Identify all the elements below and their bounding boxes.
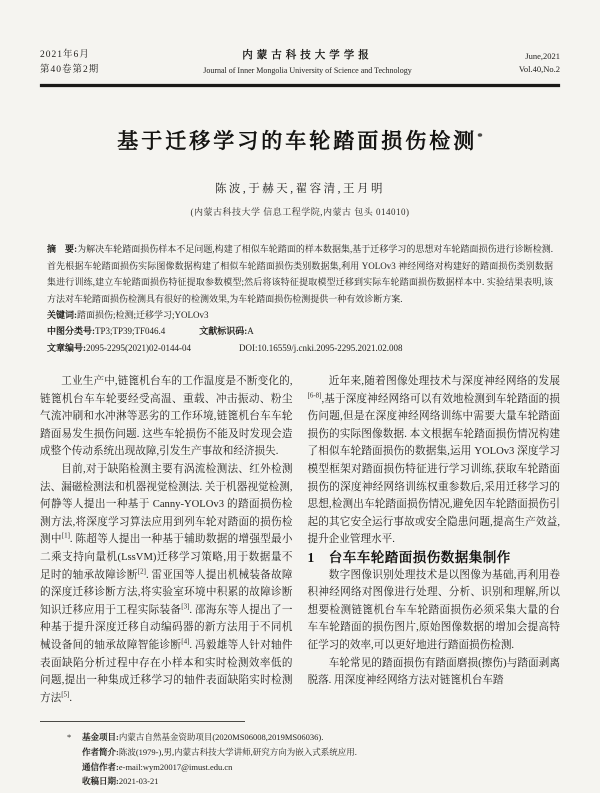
citation-superscript: [4] <box>181 637 190 646</box>
footnote-bio <box>40 745 560 760</box>
citation-superscript: [6-8] <box>307 391 322 400</box>
body-paragraph <box>40 373 293 461</box>
text-run: . 雷亚国等人提出机械装备故障的深度迁移诊断方法,将实验室环境中积累的故障诊断知识迁移应用于工程实际装备 <box>40 569 293 616</box>
issue-date-en: June,2021 <box>525 50 560 61</box>
doc-code: A <box>247 326 254 337</box>
bio-label: 作者简介: <box>82 746 119 757</box>
article-number: 2095-2295(2021)02-0144-04 <box>86 342 191 353</box>
section-1-heading <box>308 549 561 567</box>
text-run: 工业生产中,链篦机台车的工作温度是不断变化的,链篦机台车车轮要经受高温、重载、冲击振动、粉尘气流冲刷和水冲淋等恶劣的工作环境,链篦机台车车轮踏面易发生损伤问题. 这些车轮损伤不能及时发现会造成整个传动系统出现故障,引发生产事故和经济损失. <box>40 376 293 458</box>
abstract-block <box>40 241 560 356</box>
abstract-label: 摘 要: <box>47 244 78 255</box>
footnote-separator <box>40 721 245 722</box>
footnote-block <box>40 730 560 788</box>
journal-title-cn: 内蒙古科技大学学报 <box>242 50 373 62</box>
body-columns <box>40 373 560 707</box>
citation-superscript: [3] <box>181 602 190 611</box>
clc-number: TP3;TP39;TF046.4 <box>95 326 166 337</box>
text-run: . <box>69 692 73 704</box>
text-run: . 冯毅雄等人针对轴件表面缺陷分析过程中存在小样本和实时检测效率低的问题,提出一种集成迁移学习的轴件表面缺陷实时检测方法 <box>40 639 293 704</box>
clc-label: 中图分类号: <box>47 326 95 337</box>
affiliation-line: (内蒙古科技大学 信息工程学院,内蒙古 包头 014010) <box>190 207 410 218</box>
citation-superscript: [5] <box>61 690 70 699</box>
header-left <box>40 48 150 77</box>
authors-line: 陈波,于赫天,翟容清,王月明 <box>214 183 386 196</box>
body-paragraph <box>40 461 293 707</box>
abstract-text: 为解决车轮踏面损伤样本不足问题,构建了相似车轮踏面的样本数据集,基于迁移学习的思想对车轮踏面损伤进行诊断检测. 首先根据车轮踏面损伤实际图像数据构建了相似车轮踏面损伤类别数据集,利用 YOLOv3 神经网络对构建好的踏面损伤类别数据集进行训练,建立车轮踏面损伤特征提取参数模型;然后将该特征提取模型迁移到实际车轮踏面损伤数据样本中. 实验结果表明,该方法对车轮踏面损伤检测具有很好的检测效果,为车轮踏面损伤检测提供一种有效诊断方案. <box>47 244 553 304</box>
footnote-asterisk: * <box>67 732 72 743</box>
body-paragraph <box>308 567 561 655</box>
body-left-column <box>40 373 293 707</box>
text-run: 近年来,随着图像处理技术与深度神经网络的发展 <box>328 376 560 388</box>
fund-label: 基金项目: <box>82 732 119 743</box>
text-run: 车轮常见的踏面损伤有踏面磨损(擦伤)与踏面剥离脱落. 用深度神经网络方法对链篦机台车踏 <box>307 657 560 687</box>
doi-text: DOI:10.16559/j.cnki.2095-2295.2021.02.008 <box>239 342 403 353</box>
article-no-label: 文章编号: <box>47 342 86 353</box>
text-run: . 陈超等人提出一种基于辅助数据的增强型最小二乘支持向量机(LssVM)迁移学习策略,用于数据量不足时的轴承故障诊断 <box>40 534 293 581</box>
keywords-text: 踏面损伤;检测;迁移学习;YOLOv3 <box>77 309 209 320</box>
volume-issue-cn: 第40卷第2期 <box>40 64 100 75</box>
text-run: ,基于深度神经网络可以有效地检测到车轮踏面的损伤问题,但是在深度神经网络训练中需要大量车轮踏面损伤的实际图像数据. 本文根据车轮踏面损伤情况构建了相似车轮踏面损伤的数据集,运用 YOLOv3 深度学习模型框架对踏面损伤特征进行学习训练,获取车轮踏面损伤的深度神经网络训练权重参数后,采用迁移学习的思想,检测出车轮踏面损伤情况,避免因车轮踏面损伤引起的其它安全运行事故或安全隐患问题,提高生产效益,提升企业管理水平. <box>307 393 560 546</box>
journal-page <box>40 0 560 789</box>
citation-superscript: [1] <box>61 531 70 540</box>
paper-title <box>40 125 560 155</box>
footnote-fund <box>40 730 560 745</box>
contact-text: e-mail:wym20017@imust.edu.cn <box>118 761 233 772</box>
keywords-label: 关键词: <box>47 309 77 320</box>
header-right <box>465 50 560 76</box>
body-paragraph <box>308 373 561 549</box>
paper-title-text: 基于迁移学习的车轮踏面损伤检测 <box>117 129 478 154</box>
section-1-number: 1 <box>307 550 315 565</box>
volume-issue-en: Vol.40,No.2 <box>518 63 560 74</box>
text-run: 数字图像识别处理技术是以图像为基础,再利用卷积神经网络对图像进行处理、分析、识别和理解,所以想要检测链篦机台车车轮踏面损伤必须采集大量的台车车轮踏面的损伤图片,原始图像数据的增加会提高特征学习的效率,可以更好地进行踏面损伤检测. <box>307 569 560 651</box>
header-rule <box>40 84 560 87</box>
text-run: . 邵海东等人提出了一种基于提升深度迁移自动编码器的新方法用于不同机械设备间的轴承故障智能诊断 <box>40 604 293 651</box>
citation-superscript: [2] <box>137 567 146 576</box>
journal-header <box>40 48 560 77</box>
clc-line <box>47 323 553 339</box>
article-no-line <box>47 340 553 356</box>
text-run: 目前,对于缺陷检测主要有涡流检测法、红外检测法、漏磁检测法和机器视觉检测法. 关于机器视觉检测,何静等人提出一种基于 Canny-YOLOv3 的踏面损伤检测方法,将深度学习算法应用到列车轮对踏面的损伤检测中 <box>40 464 293 546</box>
title-footnote-mark: * <box>477 131 483 144</box>
abstract-paragraph <box>47 241 553 307</box>
issue-date-cn: 2021年6月 <box>40 50 90 60</box>
section-1-title: 台车车轮踏面损伤数据集制作 <box>328 550 511 565</box>
received-text: 2021-03-21 <box>118 776 159 787</box>
footnote-contact <box>40 760 560 775</box>
bio-text: 陈波(1979-),男,内蒙古科技大学讲师,研究方向为嵌入式系统应用. <box>118 746 357 757</box>
received-label: 收稿日期: <box>82 776 119 787</box>
contact-label: 通信作者: <box>82 761 119 772</box>
body-right-column <box>308 373 561 707</box>
header-center <box>150 48 465 77</box>
body-paragraph <box>308 655 561 690</box>
doc-code-label: 文献标识码: <box>199 326 248 337</box>
journal-title-en: Journal of Inner Mongolia University of Science and Technology <box>203 65 412 75</box>
keywords-line <box>47 307 553 323</box>
fund-text: 内蒙古自然基金资助项目(2020MS06008,2019MS06036). <box>118 732 324 743</box>
footnote-received <box>40 774 560 789</box>
